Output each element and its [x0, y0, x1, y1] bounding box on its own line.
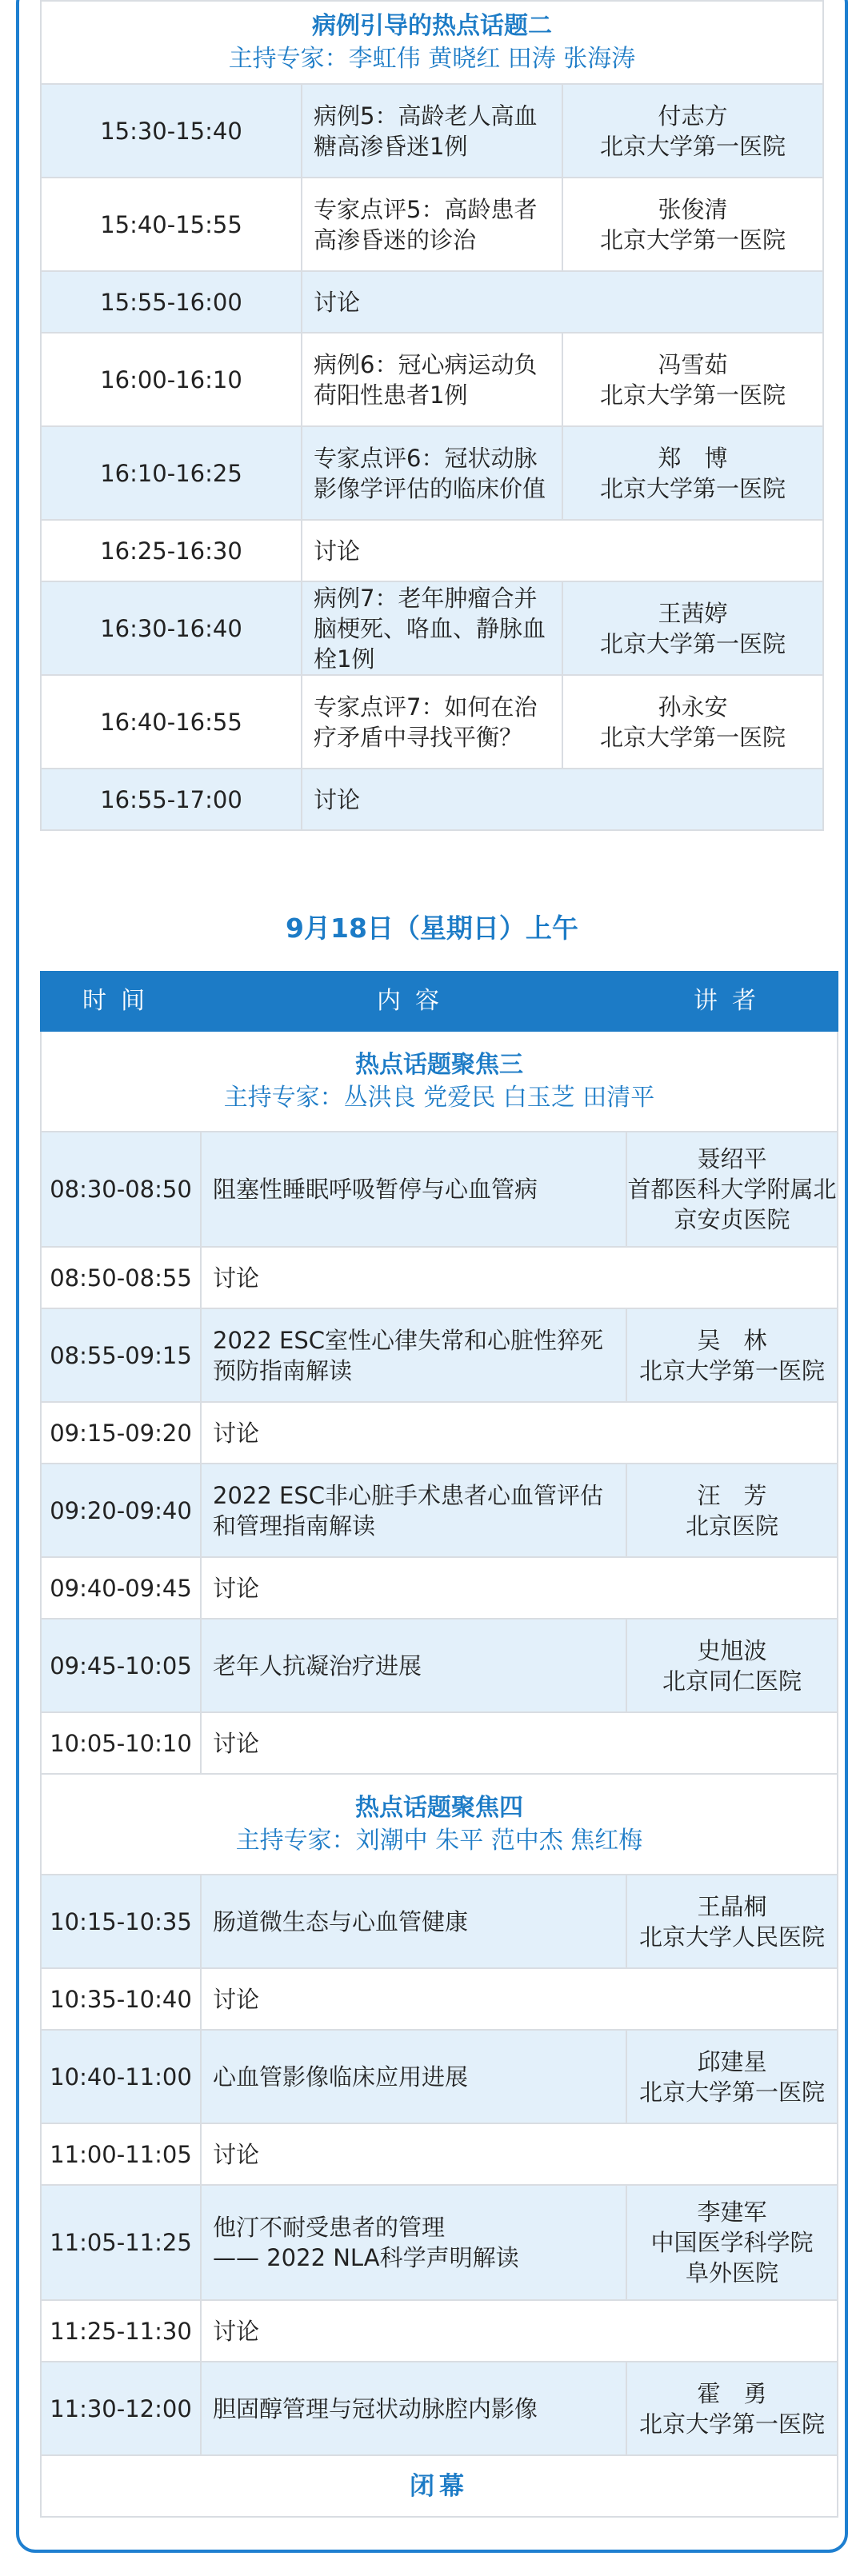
table-row — [41, 1464, 838, 1557]
row-time: 16:40-16:55 — [41, 675, 302, 769]
session-hosts: 主持专家：刘潮中 朱平 范中杰 焦红梅 — [235, 1827, 643, 1855]
row-speaker — [562, 581, 823, 675]
session-title: 热点话题聚焦四 — [355, 1794, 523, 1822]
table-row — [41, 1247, 838, 1308]
row-time: 10:15-10:35 — [41, 1875, 201, 1968]
col-header-time: 时间 — [41, 972, 201, 1031]
row-content: 专家点评5：高龄患者高渗昏迷的诊治 — [302, 178, 562, 271]
row-content: 肠道微生态与心血管健康 — [201, 1875, 626, 1968]
speaker-name: 史旭波 — [697, 1636, 767, 1664]
table-row — [41, 426, 823, 520]
table-row — [41, 84, 823, 178]
table-row — [41, 1619, 838, 1712]
speaker-affiliation: 北京医院 — [685, 1512, 778, 1540]
table-row — [41, 1875, 838, 1968]
table-row — [41, 1557, 838, 1619]
row-speaker — [562, 178, 823, 271]
row-time: 10:35-10:40 — [41, 1968, 201, 2030]
session-header — [41, 1031, 838, 1132]
row-content: 阻塞性睡眠呼吸暂停与心血管病 — [201, 1132, 626, 1247]
row-time: 09:20-09:40 — [41, 1464, 201, 1557]
row-time: 16:25-16:30 — [41, 520, 302, 581]
speaker-affiliation: 北京大学第一医院 — [599, 132, 786, 160]
session-title: 热点话题聚焦三 — [355, 1051, 523, 1079]
closing-label: 闭幕 — [410, 2471, 469, 2501]
session-header-row — [41, 1774, 838, 1875]
table-row — [41, 520, 823, 581]
speaker-affiliation: 北京大学第一医院 — [638, 1356, 825, 1384]
row-content: 讨论 — [201, 1968, 838, 2030]
session2-table — [40, 0, 824, 831]
speaker-name: 王晶桐 — [697, 1892, 767, 1920]
table-row — [41, 581, 823, 675]
row-content: 讨论 — [302, 769, 823, 830]
row-time: 16:30-16:40 — [41, 581, 302, 675]
table-row — [41, 2123, 838, 2185]
speaker-name: 邱建星 — [697, 2047, 767, 2075]
row-content: 讨论 — [302, 271, 823, 333]
row-time: 11:25-11:30 — [41, 2300, 201, 2362]
row-speaker — [626, 1308, 838, 1402]
table-row — [41, 333, 823, 426]
day2-schedule-table — [40, 971, 837, 2518]
row-content: 心血管影像临床应用进展 — [201, 2030, 626, 2123]
closing-row — [41, 2455, 838, 2517]
speaker-name: 霍 勇 — [697, 2379, 767, 2407]
row-time: 15:30-15:40 — [41, 84, 302, 178]
row-content: 讨论 — [302, 520, 823, 581]
row-time: 15:55-16:00 — [41, 271, 302, 333]
row-speaker — [626, 1875, 838, 1968]
row-content: 病例7：老年肿瘤合并脑梗死、咯血、静脉血栓1例 — [302, 581, 562, 675]
table-row — [41, 2300, 838, 2362]
table-row — [41, 1712, 838, 1774]
day-title: 9月18日（星期日）上午 — [286, 913, 578, 944]
table-row — [41, 2185, 838, 2300]
table-row — [41, 271, 823, 333]
speaker-affiliation: 北京大学第一医院 — [599, 723, 786, 751]
row-content: 2022 ESC非心脏手术患者心血管评估和管理指南解读 — [201, 1464, 626, 1557]
row-speaker — [562, 84, 823, 178]
row-time: 09:40-09:45 — [41, 1557, 201, 1619]
row-time: 08:50-08:55 — [41, 1247, 201, 1308]
speaker-affiliation: 北京大学第一医院 — [638, 2410, 825, 2438]
speaker-name: 张俊清 — [658, 195, 728, 223]
row-content: 胆固醇管理与冠状动脉腔内影像 — [201, 2362, 626, 2455]
row-speaker — [562, 426, 823, 520]
speaker-name: 吴 林 — [697, 1326, 767, 1354]
table-row — [41, 1968, 838, 2030]
row-time: 08:30-08:50 — [41, 1132, 201, 1247]
session-hosts: 主持专家：李虹伟 黄晓红 田涛 张海涛 — [228, 45, 636, 73]
session-hosts: 主持专家：丛洪良 党爱民 白玉芝 田清平 — [223, 1084, 655, 1112]
closing-cell — [41, 2455, 838, 2517]
session-title: 病例引导的热点话题二 — [312, 12, 552, 40]
speaker-name: 聂绍平 — [697, 1145, 767, 1172]
row-time: 11:05-11:25 — [41, 2185, 201, 2300]
speaker-name: 冯雪茹 — [658, 350, 728, 378]
speaker-name: 汪 芳 — [697, 1481, 767, 1509]
row-content: 讨论 — [201, 1247, 838, 1308]
table-row — [41, 178, 823, 271]
table-row — [41, 1132, 838, 1247]
row-time: 10:40-11:00 — [41, 2030, 201, 2123]
speaker-affiliation: 北京同仁医院 — [662, 1667, 802, 1695]
row-speaker — [626, 2185, 838, 2300]
speaker-affiliation: 北京大学第一医院 — [638, 2078, 825, 2106]
table-row — [41, 1402, 838, 1464]
col-header-content: 内容 — [201, 972, 626, 1031]
session-header — [41, 1, 823, 84]
session-header — [41, 1774, 838, 1875]
speaker-affiliation: 北京大学人民医院 — [638, 1923, 825, 1951]
row-speaker — [626, 2030, 838, 2123]
speaker-name: 郑 博 — [658, 444, 728, 472]
speaker-affiliation: 北京大学第一医院 — [599, 381, 786, 409]
table-row — [41, 769, 823, 830]
col-header-speaker: 讲者 — [626, 972, 838, 1031]
row-speaker — [626, 1132, 838, 1247]
session-header-row — [41, 1031, 838, 1132]
speaker-affiliation: 北京大学第一医院 — [599, 226, 786, 254]
row-content: 讨论 — [201, 2300, 838, 2362]
row-content: 2022 ESC室性心律失常和心脏性猝死预防指南解读 — [201, 1308, 626, 1402]
row-content: 病例5：高龄老人高血糖高渗昏迷1例 — [302, 84, 562, 178]
row-time: 16:00-16:10 — [41, 333, 302, 426]
table-row — [41, 675, 823, 769]
row-speaker — [562, 675, 823, 769]
row-content: 病例6：冠心病运动负荷阳性患者1例 — [302, 333, 562, 426]
row-time: 11:00-11:05 — [41, 2123, 201, 2185]
row-speaker — [626, 1464, 838, 1557]
speaker-affiliation: 北京大学第一医院 — [599, 629, 786, 657]
row-speaker — [626, 1619, 838, 1712]
row-content: 他汀不耐受患者的管理 —— 2022 NLA科学声明解读 — [201, 2185, 626, 2300]
speaker-affiliation: 北京大学第一医院 — [599, 474, 786, 502]
row-content: 讨论 — [201, 1557, 838, 1619]
row-content: 讨论 — [201, 1402, 838, 1464]
row-time: 11:30-12:00 — [41, 2362, 201, 2455]
row-content: 专家点评6：冠状动脉影像学评估的临床价值 — [302, 426, 562, 520]
table-row — [41, 2030, 838, 2123]
speaker-affiliation: 首都医科大学附属北京安贞医院 — [627, 1176, 837, 1233]
row-time: 15:40-15:55 — [41, 178, 302, 271]
row-content: 老年人抗凝治疗进展 — [201, 1619, 626, 1712]
table-row — [41, 2362, 838, 2455]
row-speaker — [562, 333, 823, 426]
row-time: 10:05-10:10 — [41, 1712, 201, 1774]
speaker-name: 孙永安 — [658, 693, 728, 721]
row-time: 16:10-16:25 — [41, 426, 302, 520]
speaker-name: 李建军 — [697, 2199, 767, 2226]
row-time: 09:15-09:20 — [41, 1402, 201, 1464]
speaker-affiliation: 中国医学科学院 阜外医院 — [650, 2229, 814, 2286]
row-content: 讨论 — [201, 1712, 838, 1774]
row-time: 09:45-10:05 — [41, 1619, 201, 1712]
speaker-name: 王茜婷 — [658, 599, 728, 627]
table-row — [41, 1308, 838, 1402]
speaker-name: 付志方 — [658, 102, 728, 130]
row-time: 16:55-17:00 — [41, 769, 302, 830]
row-time: 08:55-09:15 — [41, 1308, 201, 1402]
row-content: 专家点评7：如何在治疗矛盾中寻找平衡？ — [302, 675, 562, 769]
row-content: 讨论 — [201, 2123, 838, 2185]
row-speaker — [626, 2362, 838, 2455]
